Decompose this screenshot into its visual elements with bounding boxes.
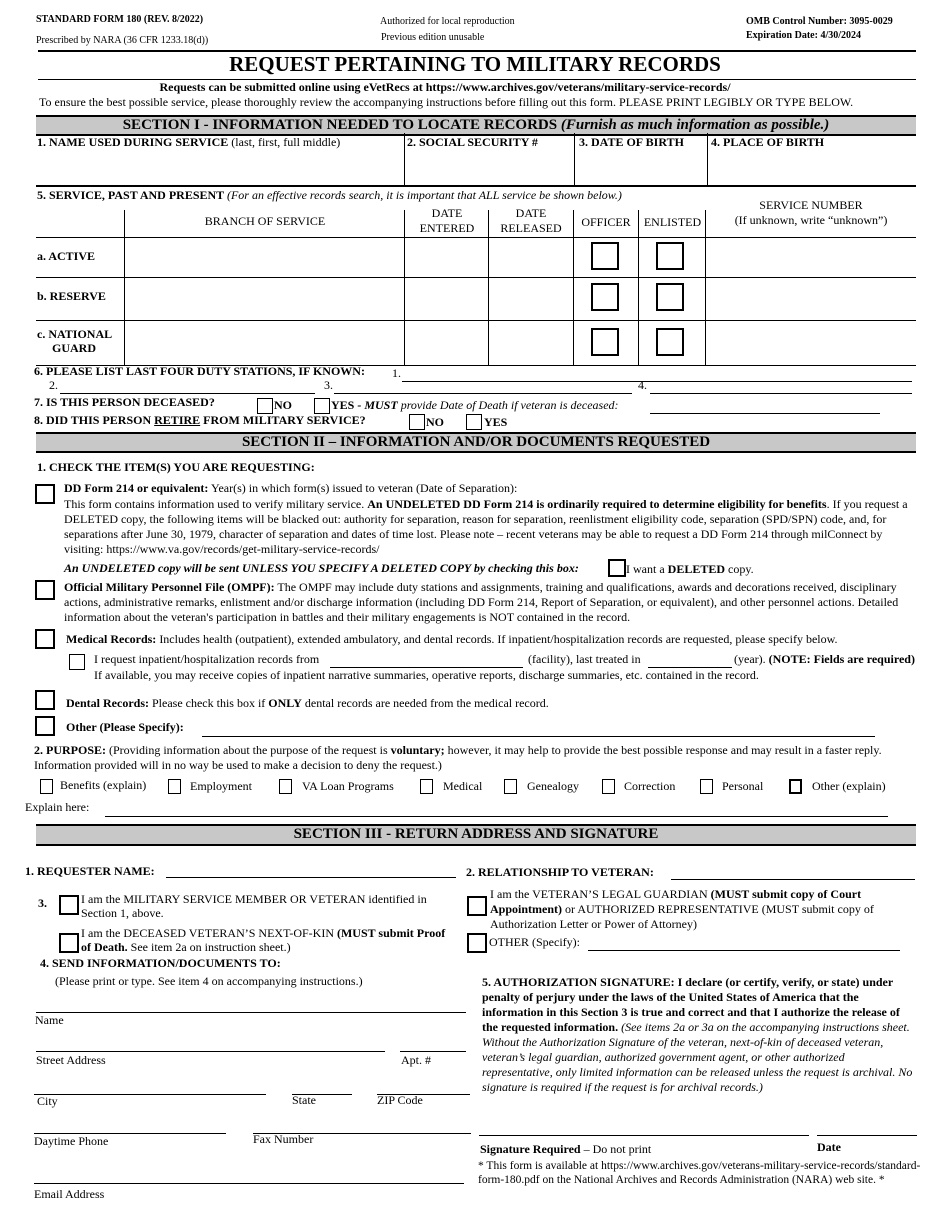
purpose-va-loan-checkbox[interactable] (279, 779, 292, 794)
active-officer-checkbox[interactable] (591, 242, 619, 270)
col-service-number: SERVICE NUMBER (If unknown, write “unknown”) (734, 198, 888, 227)
dd214-description: This form contains information used to verify military service. An UNDELETED DD Form 214 is ordinarily required to determine eligibility for benefits. If you request a DELETED copy, the following items will be blacked out: authority for separation, reason for separation, reenlistment eligibility code, separation (SPD/SPN) code, and, for separations after June 30, 1979, character of separation and dates of time lost. Please note – recent veterans may be able to request a DD Form 214 through milConnect by visiting: https://www.va.gov/records/get-military-service-records/ (64, 497, 908, 556)
field-ssn-label: 2. SOCIAL SECURITY # (407, 135, 538, 149)
form-id: STANDARD FORM 180 (REV. 8/2022) (36, 14, 204, 25)
email-input[interactable] (34, 1166, 466, 1184)
purpose-employment-checkbox[interactable] (168, 779, 181, 794)
row-reserve-label: b. RESERVE (37, 289, 106, 303)
deceased-label: 7. IS THIS PERSON DECEASED? (34, 395, 215, 409)
section-1-header: SECTION I - INFORMATION NEEDED TO LOCATE RECORDS (Furnish as much information as possible.) (36, 115, 916, 136)
pob-input[interactable] (711, 152, 915, 182)
duty-station-4-input[interactable] (650, 379, 912, 394)
medical-description: Medical Records: Includes health (outpatient), extended ambulatory, and dental records. If inpatient/hospitalization records are requested, please specify below. (66, 632, 838, 646)
check-items-label: 1. CHECK THE ITEM(S) YOU ARE REQUESTING: (37, 460, 315, 474)
authorization-statement: 5. AUTHORIZATION SIGNATURE: I declare (or certify, verify, or state) under penalty of perjury under the laws of the United States of America that the information in this Section 3 is true and correct and that I authorize the release of the requested information. (See items 2a or 3a on the accompanying instructions sheet. Without the Authorization Signature of the veteran, next-of-kin of deceased veteran, veteran’s legal guardian, authorized government agent, or other authorized representative, only limited information can be released unless the request is archival. No signature is required if the request is for archival records.) (482, 975, 913, 1094)
street-address-input[interactable] (36, 1034, 387, 1052)
apt-input[interactable] (400, 1034, 468, 1052)
relationship-label: 2. RELATIONSHIP TO VETERAN: (466, 865, 654, 879)
purpose-other-checkbox[interactable] (789, 779, 802, 794)
retire-no-checkbox[interactable] (409, 414, 425, 430)
deceased-no-checkbox[interactable] (257, 398, 273, 414)
retire-yes-checkbox[interactable] (466, 414, 482, 430)
reserve-enlisted-checkbox[interactable] (656, 283, 684, 311)
purpose-benefits-checkbox[interactable] (40, 779, 53, 794)
signature-date-input[interactable] (817, 1116, 919, 1136)
other-relationship-input[interactable] (588, 936, 900, 951)
requester-name-input[interactable] (166, 863, 456, 878)
dob-input[interactable] (578, 152, 707, 182)
next-of-kin-checkbox[interactable] (59, 933, 79, 953)
guard-officer-checkbox[interactable] (591, 328, 619, 356)
purpose-genealogy-checkbox[interactable] (504, 779, 517, 794)
active-enlisted-checkbox[interactable] (656, 242, 684, 270)
guard-enlisted-checkbox[interactable] (656, 328, 684, 356)
deleted-copy-checkbox[interactable] (608, 559, 626, 577)
undeleted-note: An UNDELETED copy will be sent UNLESS YOU SPECIFY A DELETED COPY by checking this box: (64, 561, 579, 575)
purpose-description: 2. PURPOSE: (Providing information about the purpose of the request is voluntary; however, it may help to provide the best possible response and may result in a faster reply. Information provided will in no way be used to make a decision to deny the request.) (34, 743, 882, 772)
dental-description: Dental Records: Please check this box if ONLY dental records are needed from the medical record. (66, 696, 549, 710)
page-title: REQUEST PERTAINING TO MILITARY RECORDS (229, 52, 721, 76)
veteran-checkbox[interactable] (59, 895, 79, 915)
guardian-option: I am the VETERAN’S LEGAL GUARDIAN (MUST submit copy of Court Appointment) or AUTHORIZED REPRESENTATIVE (MUST submit copy of Authorization Letter or Power of Attorney) (490, 887, 874, 931)
retire-label: 8. DID THIS PERSON RETIRE FROM MILITARY SERVICE? (34, 413, 366, 427)
prescribed-note: Prescribed by NARA (36 CFR 1233.18(d)) (36, 35, 209, 46)
address-name-input[interactable] (36, 995, 468, 1013)
section-2-header: SECTION II – INFORMATION AND/OR DOCUMENTS REQUESTED (36, 432, 916, 453)
other-relationship-checkbox[interactable] (467, 933, 487, 953)
omb-number: OMB Control Number: 3095-0029 (746, 16, 893, 27)
duty-stations-label: 6. PLEASE LIST LAST FOUR DUTY STATIONS, IF KNOWN: (34, 364, 365, 378)
online-note: Requests can be submitted online using eVetRecs at https://www.archives.gov/veterans/military-service-records/ (159, 80, 731, 94)
other-records-checkbox[interactable] (35, 716, 55, 736)
date-label: Date (817, 1140, 841, 1154)
explain-label: Explain here: (25, 800, 90, 814)
dd214-checkbox[interactable] (35, 484, 55, 504)
ssn-input[interactable] (408, 152, 574, 182)
send-to-label: 4. SEND INFORMATION/DOCUMENTS TO: (40, 956, 281, 970)
next-of-kin-option: I am the DECEASED VETERAN’S NEXT-OF-KIN (MUST submit Proof of Death. See item 2a on instruction sheet.) (81, 926, 446, 954)
previous-edition-note: Previous edition unusable (381, 32, 485, 43)
purpose-personal-checkbox[interactable] (700, 779, 713, 794)
inpatient-checkbox[interactable] (69, 654, 85, 670)
authorized-note: Authorized for local reproduction (380, 16, 515, 27)
ompf-description: Official Military Personnel File (OMPF): The OMPF may include duty stations and assignments, training and qualifications, awards and decorations received, disciplinary actions, administrative remarks, enlistment and/or discharge information (including DD Form 214, Report of Separation, or equivalent), and other personnel actions. Detailed information about the veteran's participation in battles and their military engagements is NOT contained in the record. (64, 580, 899, 624)
col-officer: OFFICER (581, 215, 631, 229)
row-active-label: a. ACTIVE (37, 249, 96, 263)
requester-name-label: 1. REQUESTER NAME: (25, 864, 155, 878)
field-pob-label: 4. PLACE OF BIRTH (711, 135, 825, 149)
signature-label: Signature Required – Do not print (480, 1142, 652, 1156)
daytime-phone-input[interactable] (34, 1116, 228, 1134)
footer-note: * This form is available at https://www.archives.gov/veterans-military-service-records/standard-form-180.pdf on the National Archives and Records Administration (NARA) web site. * (478, 1160, 921, 1186)
name-input[interactable] (38, 152, 404, 182)
field-name-label: 1. NAME USED DURING SERVICE (last, first, full middle) (37, 135, 341, 149)
col-date-entered: DATE ENTERED (419, 206, 475, 235)
duty-station-3-input[interactable] (334, 379, 632, 394)
ompf-checkbox[interactable] (35, 580, 55, 600)
facility-input[interactable] (330, 653, 523, 668)
send-to-note: (Please print or type. See item 4 on accompanying instructions.) (55, 974, 363, 988)
col-branch: BRANCH OF SERVICE (204, 214, 326, 228)
veteran-option: I am the MILITARY SERVICE MEMBER OR VETERAN identified in Section 1, above. (81, 892, 427, 920)
purpose-correction-checkbox[interactable] (602, 779, 615, 794)
other-records-label: Other (Please Specify): (66, 720, 184, 734)
guardian-checkbox[interactable] (467, 896, 487, 916)
field-dob-label: 3. DATE OF BIRTH (579, 135, 684, 149)
purpose-medical-checkbox[interactable] (420, 779, 433, 794)
row-national-guard-label: c. NATIONAL GUARD (37, 327, 113, 355)
date-of-death-input[interactable] (650, 399, 880, 414)
relationship-input[interactable] (671, 865, 915, 880)
dental-checkbox[interactable] (35, 690, 55, 710)
year-treated-input[interactable] (648, 653, 732, 668)
signature-input[interactable] (479, 1116, 811, 1136)
col-enlisted: ENLISTED (643, 215, 702, 229)
reserve-officer-checkbox[interactable] (591, 283, 619, 311)
col-date-released: DATE RELEASED (500, 206, 562, 235)
explain-input[interactable] (105, 802, 888, 817)
deceased-yes-checkbox[interactable] (314, 398, 330, 414)
section-3-header: SECTION III - RETURN ADDRESS AND SIGNATURE (36, 824, 916, 846)
duty-station-2-input[interactable] (60, 379, 315, 394)
inpatient-info: If available, you may receive copies of inpatient narrative summaries, operative reports, discharge summaries, etc. contained in the record. (94, 668, 759, 682)
city-input[interactable] (34, 1077, 268, 1095)
instructions-note: To ensure the best possible service, please thoroughly review the accompanying instructions before filling out this form. PLEASE PRINT LEGIBLY OR TYPE BELOW. (39, 95, 854, 109)
expiration-date: Expiration Date: 4/30/2024 (746, 30, 861, 41)
service-label: 5. SERVICE, PAST AND PRESENT (For an effective records search, it is important that ALL service be shown below.) (37, 188, 622, 202)
medical-checkbox[interactable] (35, 629, 55, 649)
other-records-input[interactable] (202, 722, 875, 737)
